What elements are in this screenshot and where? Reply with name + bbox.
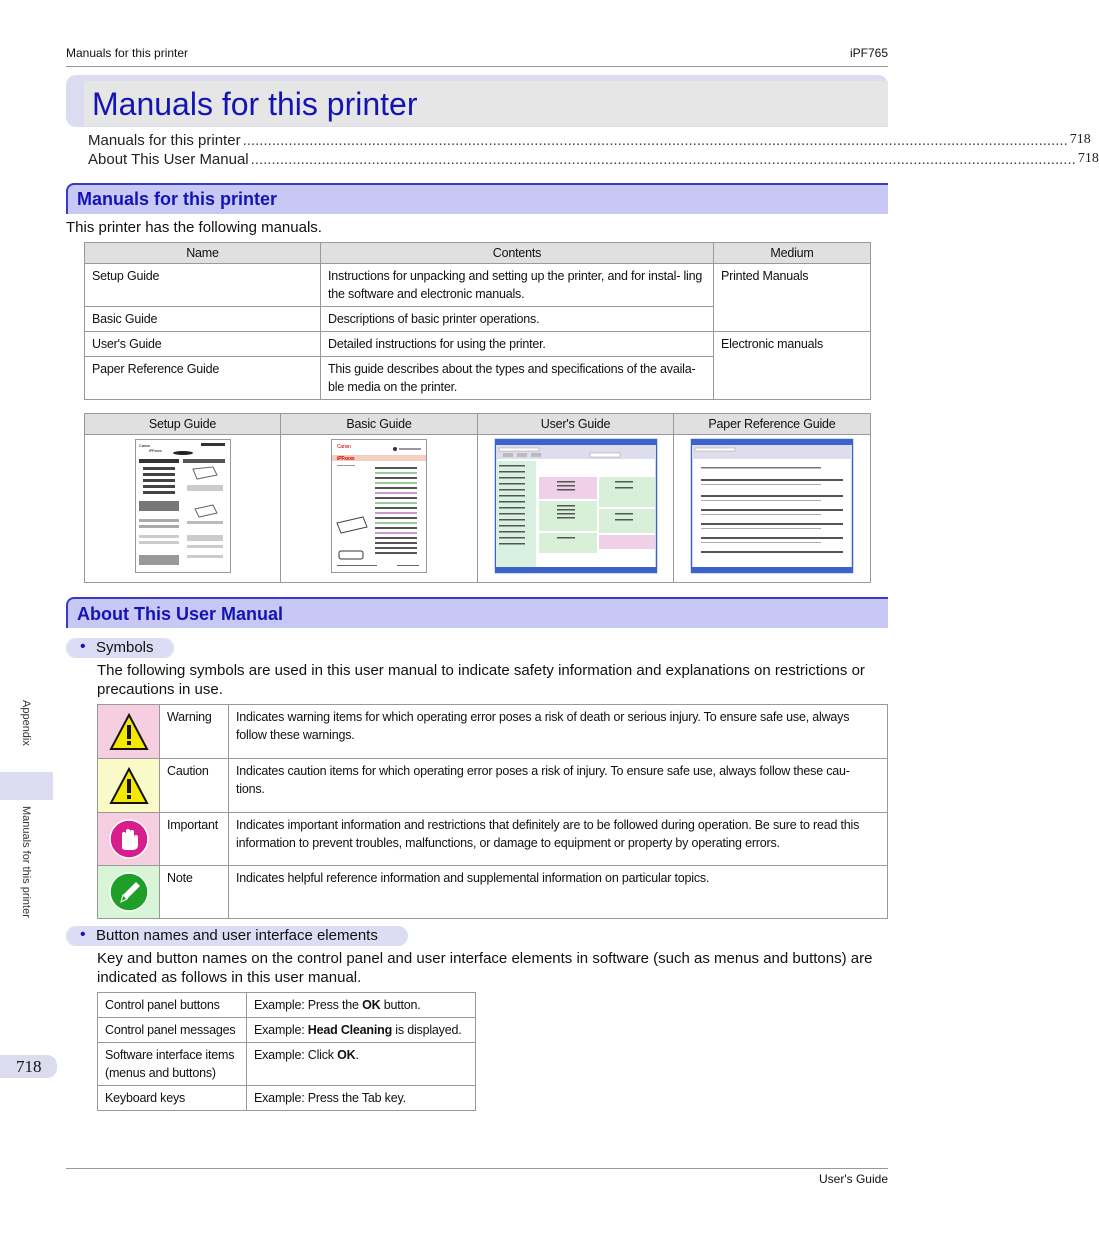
column-header: User's Guide xyxy=(478,414,674,435)
table-row xyxy=(98,993,476,1018)
ui-example: Example: Press the OK button. xyxy=(247,993,476,1018)
symbol-description: Indicates warning items for which operating error poses a risk of death or serious injury. To ensure safe use, always follow these warnings. xyxy=(229,705,888,759)
running-header-left: Manuals for this printer xyxy=(66,46,189,60)
manual-name: Setup Guide xyxy=(85,264,321,307)
table-row xyxy=(98,759,888,813)
footer-rule xyxy=(66,1168,888,1169)
table-row xyxy=(85,332,871,357)
bullet-heading: • Symbols xyxy=(66,638,174,658)
table-row xyxy=(85,435,871,583)
side-tab-chapter: Manuals for this printer xyxy=(20,806,32,918)
symbol-label: Important xyxy=(160,813,229,866)
symbol-cell-warning xyxy=(98,705,160,759)
page-title: Manuals for this printer xyxy=(92,86,418,122)
basic-guide-thumbnail xyxy=(331,439,427,573)
symbols-table xyxy=(97,704,888,919)
symbol-cell-note xyxy=(98,866,160,919)
ui-element-type: Keyboard keys xyxy=(98,1086,247,1111)
section-title: About This User Manual xyxy=(77,604,284,624)
toc-entry-label: Manuals for this printer xyxy=(88,132,241,149)
manual-contents: Detailed instructions for using the printer. xyxy=(321,332,714,357)
symbol-label: Note xyxy=(160,866,229,919)
manuals-table xyxy=(84,242,871,400)
manual-name: Basic Guide xyxy=(85,307,321,332)
section-title: Manuals for this printer xyxy=(77,189,278,209)
symbols-paragraph: The following symbols are used in this user manual to indicate safety information and explanations on restrictions or precautions in use. xyxy=(97,662,865,698)
table-header-row xyxy=(85,243,871,264)
symbol-label: Caution xyxy=(160,759,229,813)
ui-example: Example: Press the Tab key. xyxy=(247,1086,476,1111)
column-header: Basic Guide xyxy=(281,414,478,435)
ui-conventions-table xyxy=(97,992,476,1111)
symbol-description: Indicates helpful reference information and supplemental information on particular topics. xyxy=(229,866,888,919)
symbol-description: Indicates caution items for which operating error poses a risk of injury. To ensure safe use, always follow these cau- tions. xyxy=(229,759,888,813)
symbol-cell-important xyxy=(98,813,160,866)
column-header: Contents xyxy=(321,243,714,264)
manual-name: User's Guide xyxy=(85,332,321,357)
paper-reference-guide-thumbnail xyxy=(691,439,853,573)
thumb-cell xyxy=(674,435,871,583)
thumb-cell xyxy=(281,435,478,583)
ui-elements-paragraph: Key and button names on the control panel and user interface elements in software (such as menus and buttons) are indicated as follows in this user manual. xyxy=(97,950,873,986)
stop-hand-icon xyxy=(98,813,159,865)
column-header: Paper Reference Guide xyxy=(674,414,871,435)
side-tab-appendix: Appendix xyxy=(20,700,32,746)
ui-example: Example: Click OK. xyxy=(247,1043,476,1086)
column-header: Name xyxy=(85,243,321,264)
table-header-row xyxy=(85,414,871,435)
manual-name: Paper Reference Guide xyxy=(85,357,321,400)
toc-entry-label: About This User Manual xyxy=(88,151,249,168)
manual-medium: Electronic manuals xyxy=(714,332,871,400)
ui-element-type: Software interface items (menus and buttons) xyxy=(98,1043,247,1086)
ui-element-type: Control panel buttons xyxy=(98,993,247,1018)
side-tab-marker xyxy=(0,772,53,800)
table-row xyxy=(98,1043,476,1086)
caution-icon xyxy=(98,759,159,812)
manual-contents: Instructions for unpacking and setting up the printer, and for instal- ling the software and electronic manuals. xyxy=(321,264,714,307)
table-row xyxy=(98,1086,476,1111)
toc-leader: ...................................................................................................................................................................................................... xyxy=(250,151,1076,168)
header-rule xyxy=(66,66,888,67)
symbol-label: Warning xyxy=(160,705,229,759)
toc-page: 718 xyxy=(1069,132,1091,147)
thumb-cell xyxy=(85,435,281,583)
section-intro: This printer has the following manuals. xyxy=(66,219,322,236)
manual-contents: Descriptions of basic printer operations. xyxy=(321,307,714,332)
toc-page: 718 xyxy=(1077,151,1099,166)
column-header: Setup Guide xyxy=(85,414,281,435)
symbol-description: Indicates important information and restrictions that definitely are to be followed during operation. Be sure to read this information to prevent troubles, malfunctions, or damage to equipment or property by operating errors. xyxy=(229,813,888,866)
toc-entry[interactable] xyxy=(88,132,1091,149)
toc-entry[interactable] xyxy=(88,151,1099,168)
manual-medium: Printed Manuals xyxy=(714,264,871,332)
column-header: Medium xyxy=(714,243,871,264)
ui-element-type: Control panel messages xyxy=(98,1018,247,1043)
running-header-right: iPF765 xyxy=(849,46,888,60)
warning-icon xyxy=(98,705,159,758)
thumb-model: iPFxxxx xyxy=(337,456,355,462)
thumb-model: iPFxxxx xyxy=(148,448,162,453)
table-row xyxy=(98,1018,476,1043)
setup-guide-thumbnail xyxy=(135,439,231,573)
bullet-heading: • Button names and user interface elements xyxy=(66,926,408,946)
users-guide-thumbnail xyxy=(495,439,657,573)
table-row xyxy=(98,813,888,866)
table-row xyxy=(98,705,888,759)
table-row xyxy=(85,264,871,307)
page-number: 718 xyxy=(0,1055,57,1078)
ui-example: Example: Head Cleaning is displayed. xyxy=(247,1018,476,1043)
symbol-cell-caution xyxy=(98,759,160,813)
table-row xyxy=(98,866,888,919)
manual-contents: This guide describes about the types and specifications of the availa- ble media on the printer. xyxy=(321,357,714,400)
thumb-brand: Canon xyxy=(337,444,351,450)
thumb-cell xyxy=(478,435,674,583)
pencil-icon xyxy=(98,866,159,918)
toc-leader: ...................................................................................................................................................................................................... xyxy=(242,132,1068,149)
manual-thumbnails-table xyxy=(84,413,871,583)
thumb-brand: Canon xyxy=(138,443,150,448)
footer-right: User's Guide xyxy=(819,1172,888,1186)
